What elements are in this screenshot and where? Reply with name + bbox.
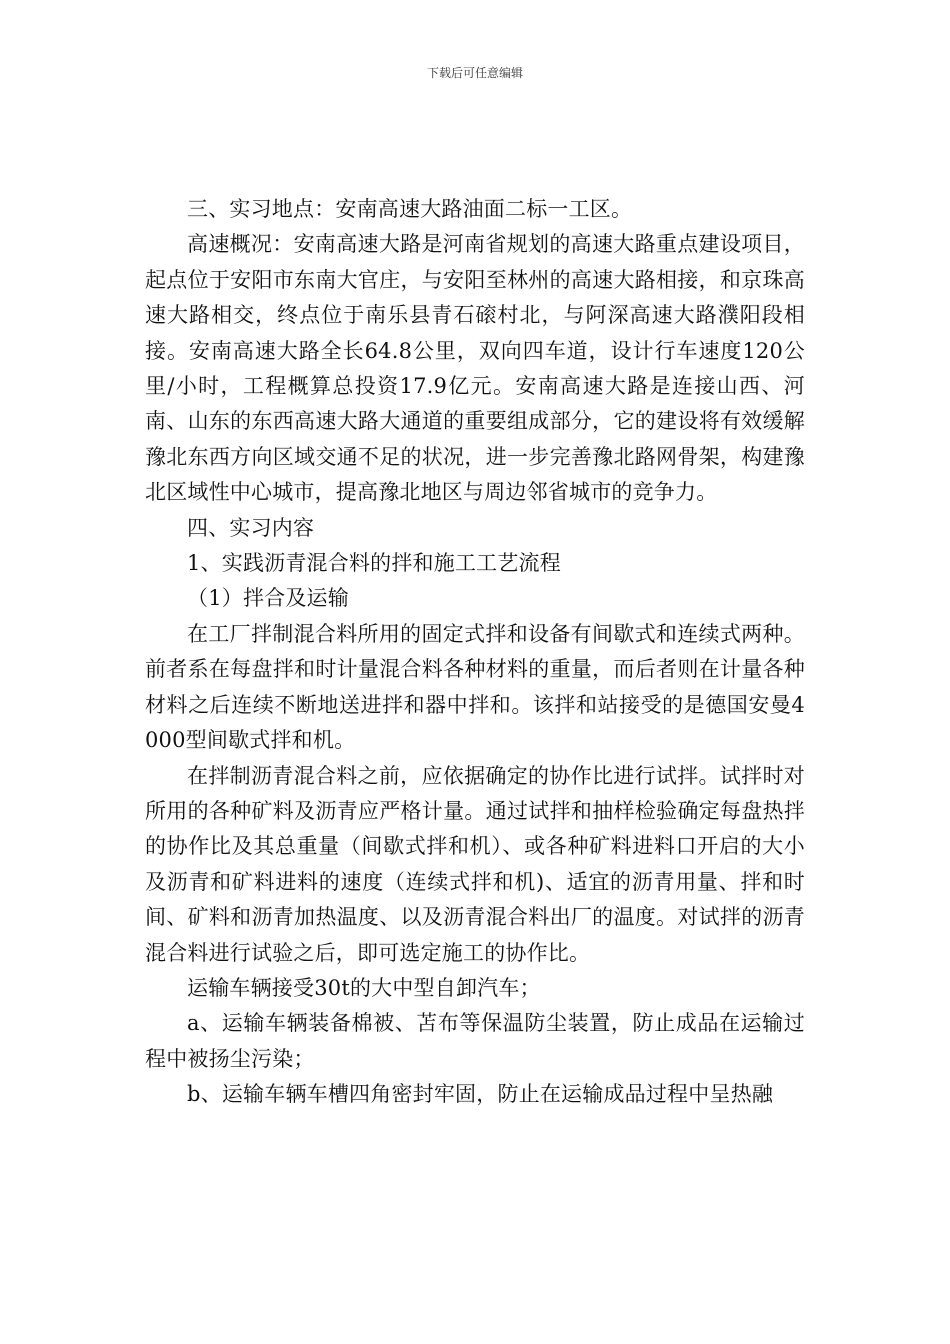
section-3-location: 三、实习地点：安南高速大路油面二标一工区。 <box>187 197 633 221</box>
transport-vehicles-paragraph: 运输车辆接受30t的大中型自卸汽车； <box>187 975 541 1000</box>
subsection-1-heading: 1、实践沥青混合料的拌和施工工艺流程 <box>187 551 561 576</box>
trial-mixing-paragraph: 在拌制沥青混合料之前，应依据确定的协作比进行试拌。试拌时对所用的各种矿料及沥青应严格计量。通过试拌和抽样检验确定每盘热拌的协作比及其总重量（间歇式拌和机）、或各种矿料进料口开启的大小及沥青和矿料进料的速度（连续式拌和机)、适宜的沥青用量、拌和时间、矿料和沥青加热温度、以及沥青混合料出厂的温度。对试拌的沥青混合料进行试验之后，即可选定施工的协作比。 <box>145 763 805 965</box>
transport-item-a: a、运输车辆装备棉被、苫布等保温防尘装置，防止成品在运输过程中被扬尘污染； <box>145 1011 805 1071</box>
subsection-1-1-heading: （1）拌合及运输 <box>187 586 349 611</box>
transport-item-b: b、运输车辆车槽四角密封牢固，防止在运输成品过程中呈热融 <box>187 1082 774 1107</box>
section-4-heading: 四、实习内容 <box>187 515 315 540</box>
highway-overview-paragraph: 高速概况：安南高速大路是河南省规划的高速大路重点建设项目，起点位于安阳市东南大官庄，与安阳至林州的高速大路相接，和京珠高速大路相交，终点位于南乐县青石磙村北，与阿深高速大路濮阳段相接。安南高速大路全长64.8公里，双向四车道，设计行车速度120公里/小时，工程概算总投资17.9亿元。安南高速大路是连接山西、河南、山东的东西高速大路大通道的重要组成部分，它的建设将有效缓解豫北东西方向区域交通不足的状况，进一步完善豫北路网骨架，构建豫北区域性中心城市，提高豫北地区与周边邻省城市的竞争力。 <box>145 232 805 505</box>
page-header-note: 下载后可任意编辑 <box>426 66 523 80</box>
document-body <box>145 192 805 1113</box>
mixing-equipment-paragraph: 在工厂拌制混合料所用的固定式拌和设备有间歇式和连续式两种。前者系在每盘拌和时计量混合料各种材料的重量，而后者则在计量各种材料之后连续不断地送进拌和器中拌和。该拌和站接受的是德国安曼4000型间歇式拌和机。 <box>145 621 805 753</box>
